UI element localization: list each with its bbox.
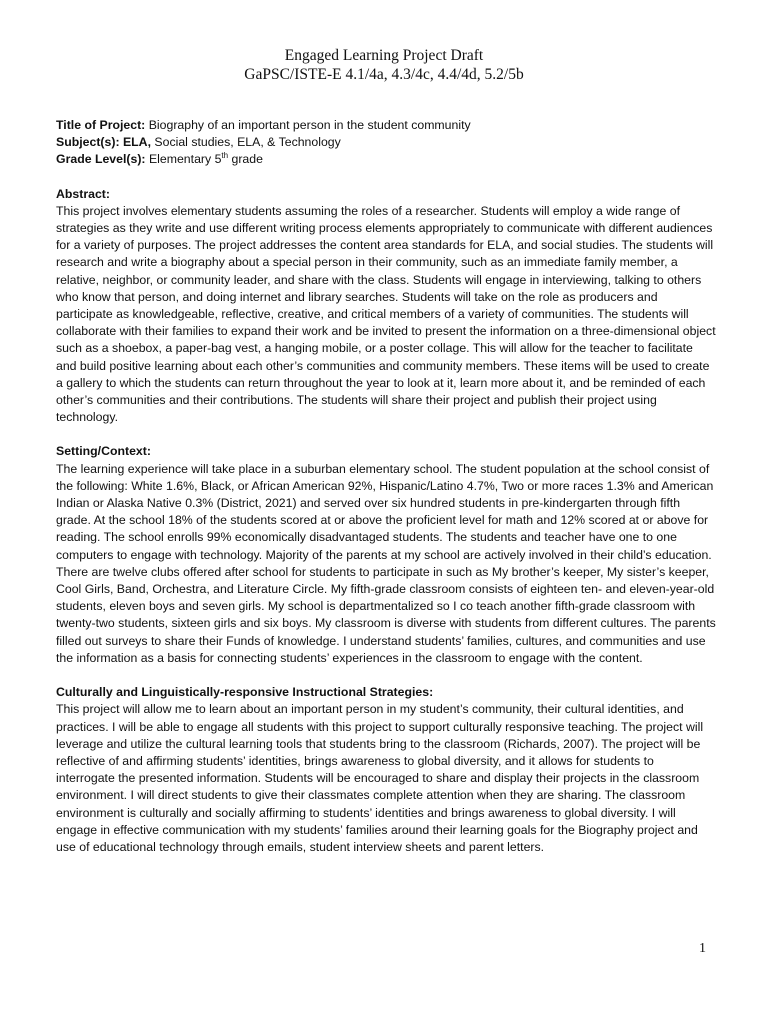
subject-label: Subject(s): [56,135,120,150]
grade-level-suffix-sup: th [221,151,229,161]
page-number: 1 [699,941,706,956]
strategies-paragraph: This project will allow me to learn about an important person in my student’s community, their cultural identities, and practices. I will be able to engage all students with this project to support culturally responsive teaching. The project will leverage and utilize the cultural learning tools that students bring to the classroom (Richards, 2007). The project will be reflective of and affirming students’ identities, brings awareness to global diversity, and it allows for students to interrogate the presented information. Students will be encouraged to share and display their projects in the classroom environment. I will direct students to give their classmates complete attention when they are sharing. The classroom environment is culturally and socially affirming to students’ identities and brings awareness to global diversity. I will engage in effective communication with my students’ families around their learning goals for the Biography project and use of educational technology through emails, student interview sheets and parent letters. [56,702,704,854]
document-body [56,117,716,856]
project-meta [56,117,716,169]
grade-level-line [56,151,716,168]
document-title: Engaged Learning Project Draft [284,47,484,64]
grade-level-label: Grade Level(s): [56,152,146,167]
project-title-value: Biography of an important person in the student community [148,118,471,132]
abstract-paragraph: This project involves elementary students assuming the roles of a researcher. Students will employ a wide range of strategies as they write and use different writing process elements appropriately to communicate with different audiences for a variety of purposes. The project addresses the content area standards for ELA, and social studies. The students will research and write a biography about a special person in their community, such as an immediate family member, a relative, neighbor, or community leader, and share with the class. Students will engage in interviewing, talking to others who know that person, and doing internet and library searches. Students will take on the role as producers and participate as knowledgeable, reflective, creative, and critical members of a variety of communities. The students will collaborate with their families to expand their work and be invited to present the information on a three-dimensional object such as a shoebox, a paper-bag vest, a hanging mobile, or a poster collage. This will allow for the teacher to facilitate and build positive learning about each other’s communities and community members. These items will be used to create a gallery to which the students can return throughout the year to look at it, learn more about it, and be reminded of each other’s communities and their contributions. The students will share their project and publish their project using technology. [56,203,716,425]
project-title-line [56,117,716,134]
grade-level-value [149,152,263,166]
strategies-heading: Culturally and Linguistically-responsive Instructional Strategies: [56,685,434,700]
document-header [0,46,768,84]
subject-line [56,134,716,151]
setting-section [56,443,716,667]
project-title-label: Title of Project: [56,118,146,132]
abstract-heading: Abstract: [56,186,110,201]
strategies-section [56,684,716,856]
grade-level-prefix: Elementary 5 [148,152,222,167]
subject-bold-value: ELA, [122,135,151,150]
grade-level-suffix: grade [231,152,263,167]
standards-line: GaPSC/ISTE-E 4.1/4a, 4.3/4c, 4.4/4d, 5.2/5b [244,66,524,83]
subject-value: Social studies, ELA, & Technology [154,135,341,150]
setting-heading: Setting/Context: [56,444,151,459]
abstract-section [56,186,716,427]
setting-paragraph: The learning experience will take place in a suburban elementary school. The student population at the school consist of the following: White 1.6%, Black, or African American 92%, Hispanic/Latino 4.7%, Two or more races 1.3% and American Indian or Alaska Native 0.3% (District, 2021) and served over six hundred students in pre-kindergarten through fifth grade. At the school 18% of the students scored at or above the proficient level for math and 12% scored at or above for reading. The school enrolls 99% economically disadvantaged students. The students and teacher have one to one computers to engage with technology. Majority of the parents at my school are actively involved in their child’s education. There are twelve clubs offered after school for students to participate in such as My brother’s keeper, My sister’s keeper, Cool Girls, Band, Orchestra, and Literature Circle. My fifth-grade classroom consists of eighteen ten- and eleven-year-old students, eleven boys and seven girls. My school is departmentalized so I co teach another fifth-grade classroom with twenty-two students, sixteen girls and six boys. My classroom is diverse with students from different cultures. The parents filled out surveys to share their Funds of knowledge. I understand students’ families, cultures, and communities and use the information as a basis for connecting students’ experiences in the classroom to engage with the content. [56,461,716,665]
